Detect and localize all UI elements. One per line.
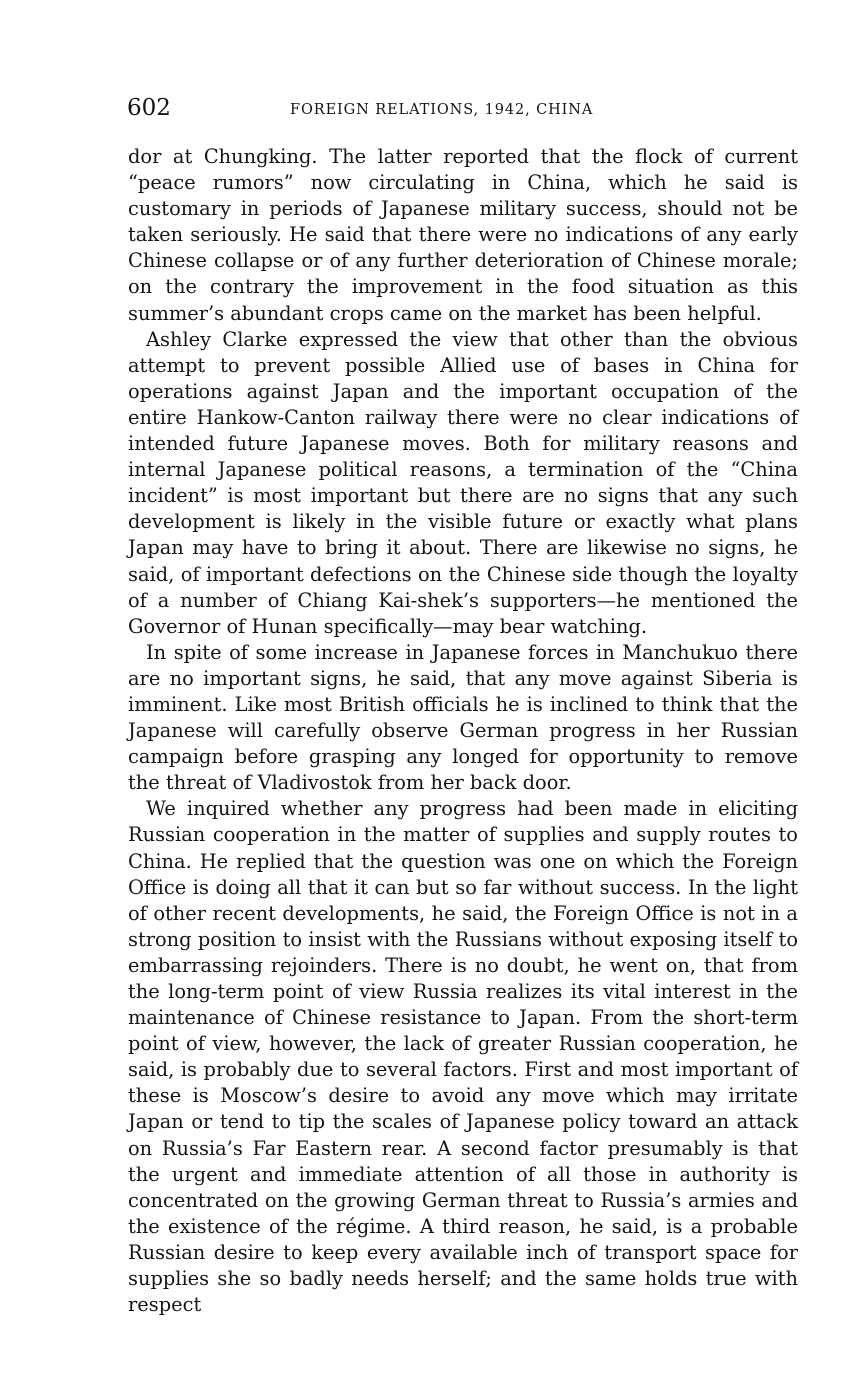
paragraph-2: Ashley Clarke expressed the view that other than the obvious attempt to prevent possible Allied use of bases in China for operations against Japan and the important occupation of the entire Hankow-Canton railway there were no clear indications of intended future Japanese moves. Both for military reasons and internal Japanese political reasons, a termination of the “China incident” is most important but there are no signs that any such development is likely in the visible future or exactly what plans Japan may have to bring it about. There are likewise no signs, he said, of important defections on the Chinese side though the loyalty of a number of Chiang Kai-shek’s supporters—he mentioned the Governor of Hunan specifically—may bear watching. bbox=[128, 327, 798, 638]
paragraph-3: In spite of some increase in Japanese forces in Manchukuo there are no important signs, he said, that any move against Siberia is imminent. Like most British officials he is inclined to think that the Japanese will carefully observe German progress in her Russian campaign before grasping any longed for opportunity to remove the threat of Vladivostok from her back door. bbox=[128, 640, 798, 795]
running-title: FOREIGN RELATIONS, 1942, CHINA bbox=[290, 102, 594, 118]
page-number: 602 bbox=[127, 95, 171, 121]
paragraph-1: dor at Chungking. The latter reported that the flock of current “peace rumors” now circulating in China, which he said is customary in periods of Japanese military success, should not be taken seriously. He said that there were no indications of any early Chinese collapse or of any further deterioration of Chinese morale; on the contrary the improvement in the food situation as this summer’s abundant crops came on the market has been helpful. bbox=[128, 145, 798, 325]
body-text bbox=[128, 144, 798, 1318]
running-header bbox=[127, 94, 797, 124]
paragraph-4: We inquired whether any progress had been made in eliciting Russian cooperation in the matter of supplies and supply routes to China. He replied that the question was one on which the Foreign Office is doing all that it can but so far without success. In the light of other recent developments, he said, the Foreign Office is not in a strong position to insist with the Russians without exposing itself to embarrassing rejoinders. There is no doubt, he went on, that from the long-term point of view Russia realizes its vital interest in the maintenance of Chinese resistance to Japan. From the short-term point of view, however, the lack of greater Russian cooperation, he said, is probably due to several factors. First and most important of these is Moscow’s desire to avoid any move which may irritate Japan or tend to tip the scales of Japanese policy toward an attack on Russia’s Far Eastern rear. A second factor presumably is that the urgent and immediate attention of all those in authority is concentrated on the growing German threat to Russia’s armies and the existence of the régime. A third reason, he said, is a probable Russian desire to keep every available inch of transport space for supplies she so badly needs herself; and the same holds true with respect bbox=[128, 797, 798, 1317]
